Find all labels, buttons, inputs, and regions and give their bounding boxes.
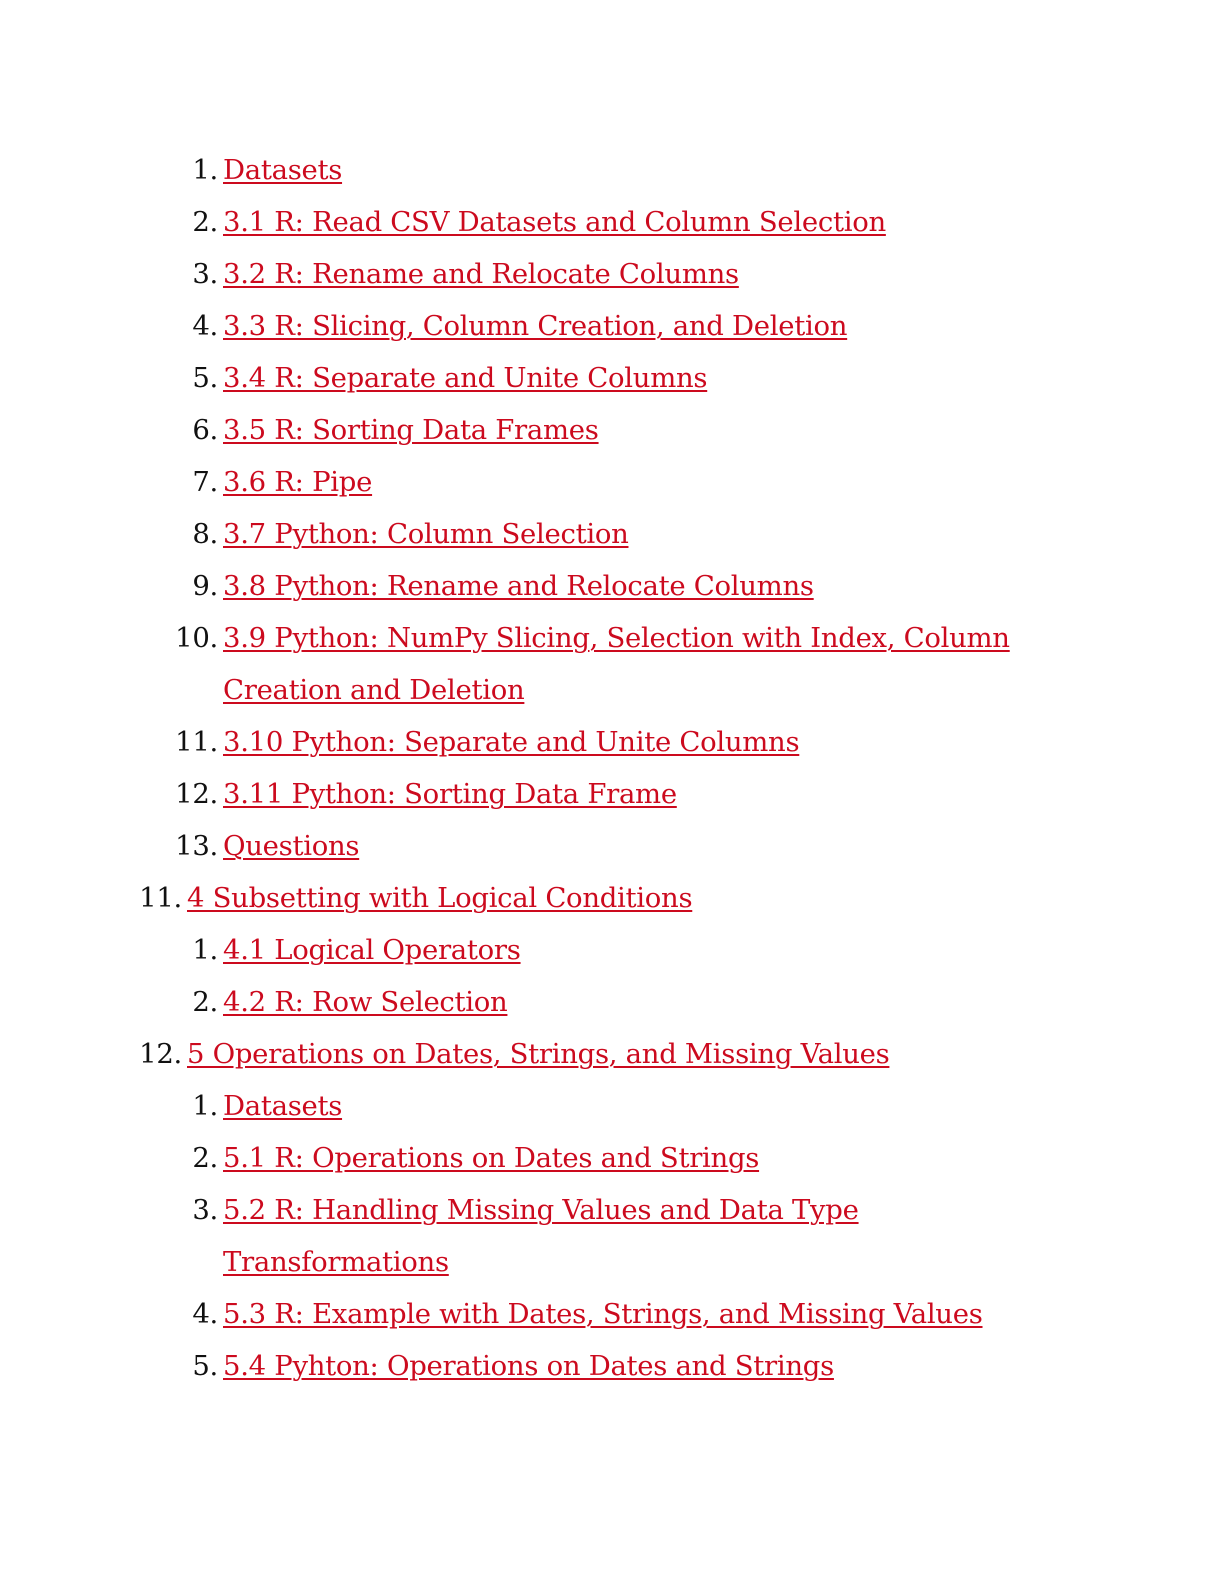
toc-row-number: 11. [175, 726, 218, 758]
toc-link[interactable]: 3.10 Python: Separate and Unite Columns [223, 726, 800, 758]
toc-row-number: 9. [192, 570, 218, 602]
toc-row-number: 1. [192, 934, 218, 966]
toc-link[interactable]: Questions [223, 830, 360, 862]
toc-link[interactable]: 4.1 Logical Operators [223, 934, 521, 966]
toc-link[interactable]: 3.2 R: Rename and Relocate Columns [223, 258, 739, 290]
toc-link[interactable]: 5.1 R: Operations on Dates and Strings [223, 1142, 760, 1174]
toc-row-number: 2. [192, 986, 218, 1018]
toc-row-number: 4. [192, 310, 218, 342]
toc-row-number: 13. [175, 830, 218, 862]
toc-link[interactable]: 3.4 R: Separate and Unite Columns [223, 362, 708, 394]
toc-row-number: 1. [192, 154, 218, 186]
toc-row-number: 8. [192, 518, 218, 550]
toc-row-number: 5. [192, 1350, 218, 1382]
toc-row-number: 1. [192, 1090, 218, 1122]
toc-row-number: 3. [192, 1194, 218, 1226]
toc-link[interactable]: 4.2 R: Row Selection [223, 986, 508, 1018]
toc-row-number: 7. [192, 466, 218, 498]
toc-row-number: 11. [139, 882, 182, 914]
toc-row-number: 4. [192, 1298, 218, 1330]
toc-link[interactable]: 5.3 R: Example with Dates, Strings, and Missing Values [223, 1298, 983, 1330]
toc-link[interactable]: Datasets [223, 1090, 343, 1122]
toc-link[interactable]: 3.1 R: Read CSV Datasets and Column Selection [223, 206, 886, 238]
toc-row-number: 2. [192, 206, 218, 238]
toc-link[interactable]: Datasets [223, 154, 343, 186]
toc-row-number: 6. [192, 414, 218, 446]
toc-chapter-link[interactable]: 4 Subsetting with Logical Conditions [187, 882, 693, 914]
toc-row-number: 2. [192, 1142, 218, 1174]
toc-link[interactable]: Creation and Deletion [223, 674, 525, 706]
toc-row-number: 5. [192, 362, 218, 394]
toc-row-number: 3. [192, 258, 218, 290]
toc-link[interactable]: 3.8 Python: Rename and Relocate Columns [223, 570, 814, 602]
toc-link[interactable]: 3.7 Python: Column Selection [223, 518, 629, 550]
toc-link[interactable]: 3.11 Python: Sorting Data Frame [223, 778, 677, 810]
toc-row-number: 12. [139, 1038, 182, 1070]
toc-row-number: 10. [175, 622, 218, 654]
toc-link[interactable]: 3.6 R: Pipe [223, 466, 373, 498]
toc-link[interactable]: 3.9 Python: NumPy Slicing, Selection with Index, Column [223, 622, 1010, 654]
toc-row-number: 12. [175, 778, 218, 810]
toc-link[interactable]: 3.3 R: Slicing, Column Creation, and Deletion [223, 310, 848, 342]
toc-link[interactable]: Transformations [223, 1246, 449, 1278]
toc-link[interactable]: 5.4 Pyhton: Operations on Dates and Strings [223, 1350, 834, 1382]
toc-link[interactable]: 3.5 R: Sorting Data Frames [223, 414, 599, 446]
toc-chapter-link[interactable]: 5 Operations on Dates, Strings, and Missing Values [187, 1038, 890, 1070]
toc-link[interactable]: 5.2 R: Handling Missing Values and Data Type [223, 1194, 859, 1226]
